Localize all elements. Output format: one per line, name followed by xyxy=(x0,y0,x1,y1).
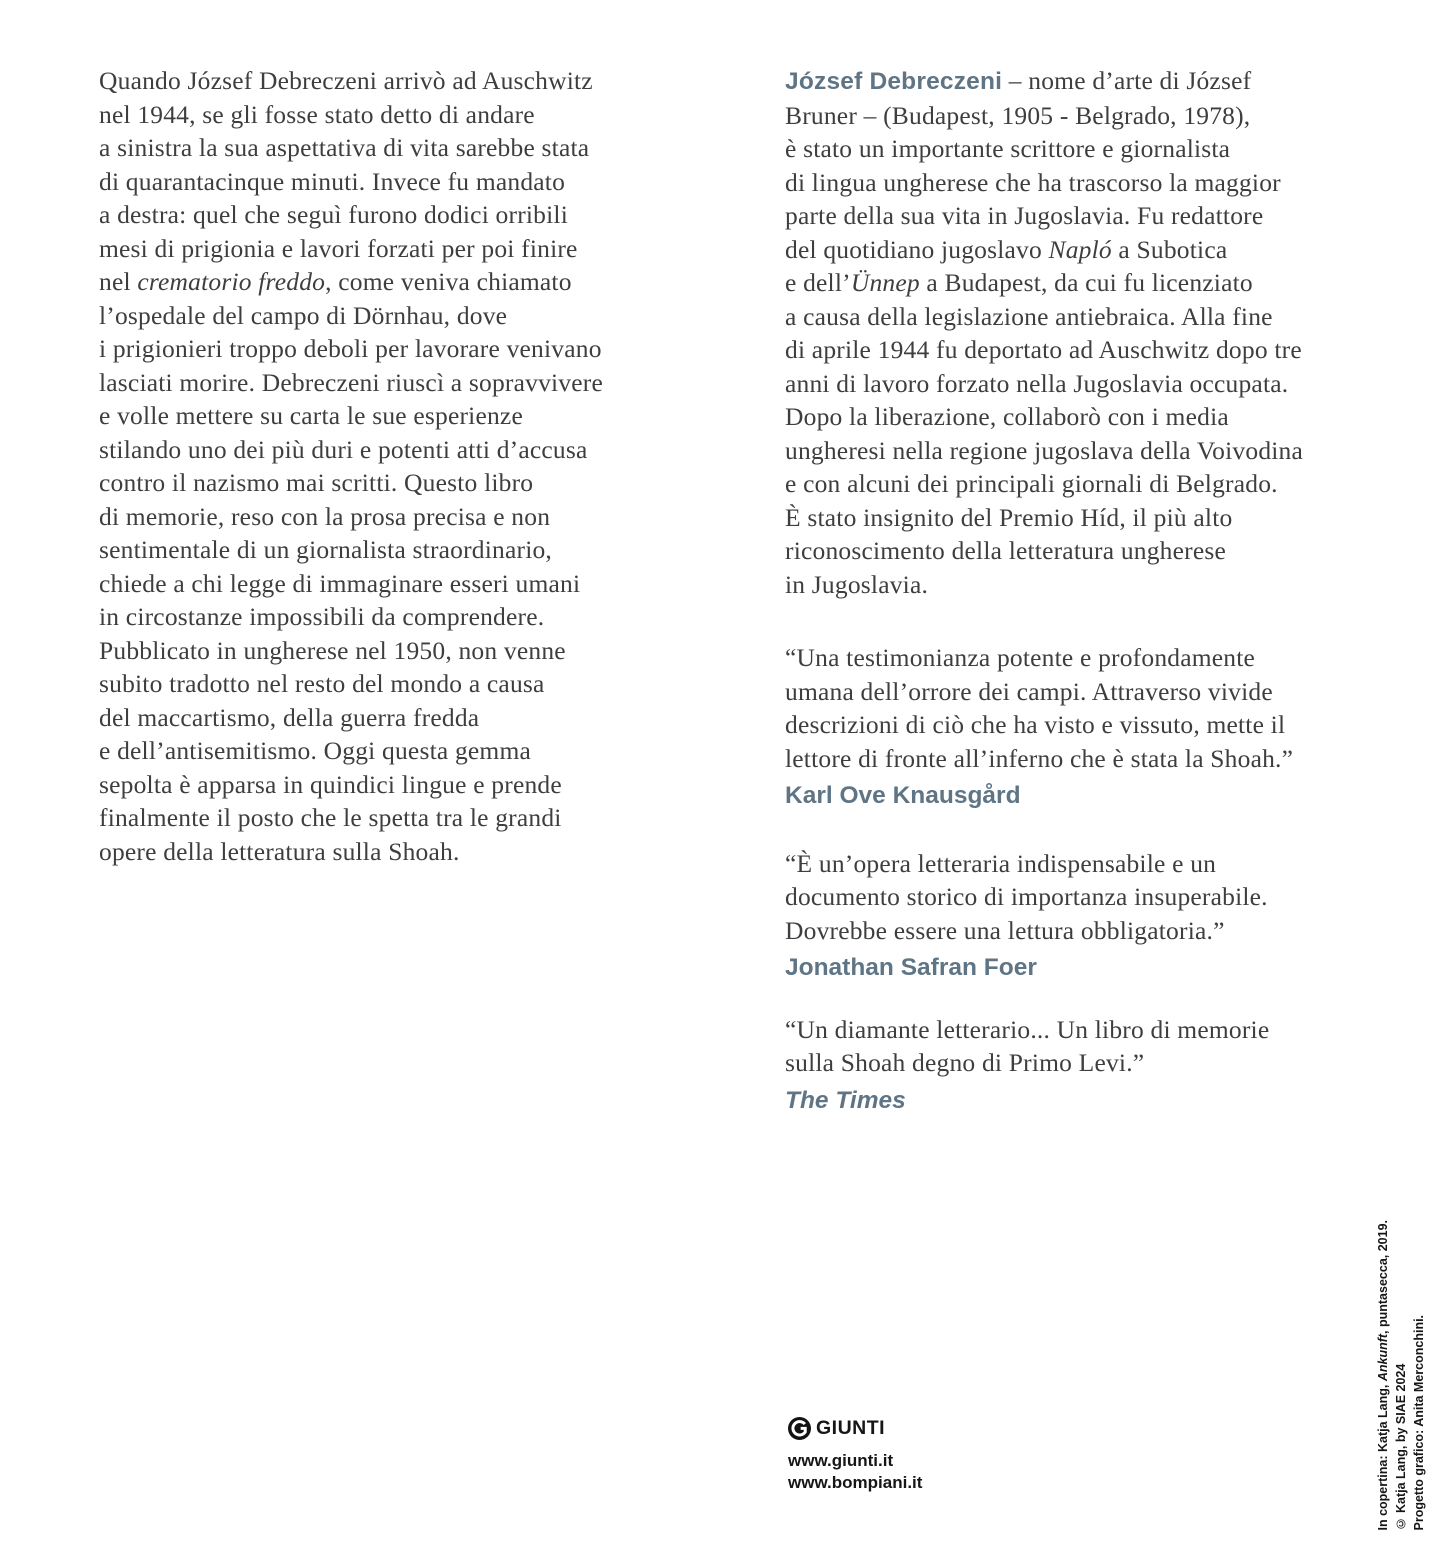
text-line: in Jugoslavia. xyxy=(785,569,929,599)
text-line: descrizioni di ciò che ha visto e vissuto, mette il xyxy=(785,710,1286,739)
text-line: Bruner – (Budapest, 1905 - Belgrado, 1978), xyxy=(785,100,1251,130)
text-line: Dopo la liberazione, collaborò con i media xyxy=(785,402,1229,431)
text-line: di aprile 1944 fu deportato ad Auschwitz dopo tre xyxy=(785,335,1302,364)
text-line: documento storico di importanza insuperabile. xyxy=(785,882,1268,911)
review-attribution: Karl Ove Knausgård xyxy=(785,782,1021,809)
text-line: e dell’antisemitismo. Oggi questa gemma xyxy=(99,736,531,765)
review-attribution: Jonathan Safran Foer xyxy=(785,954,1037,981)
text-line: sentimentale di un giornalista straordinario, xyxy=(99,535,553,564)
text-line: Progetto grafico: Anita Merconchini. xyxy=(1412,1314,1426,1530)
text-line: Quando József Debreczeni arrivò ad Auschwitz xyxy=(99,66,593,95)
giunti-g-icon xyxy=(788,1417,811,1440)
text-line: In copertina: Katja Lang, Ankunft, puntasecca, 2019. xyxy=(1376,1219,1390,1530)
text-line: www.giunti.it xyxy=(788,1451,894,1470)
review-quote-text xyxy=(785,1013,1405,1080)
text-line: opere della letteratura sulla Shoah. xyxy=(99,836,460,866)
publisher-urls xyxy=(788,1450,922,1494)
text-line: a destra: quel che seguì furono dodici orribili xyxy=(99,200,568,229)
text-line: e dell’Ünnep a Budapest, da cui fu licenziato xyxy=(785,268,1253,297)
review-quotes xyxy=(785,641,1405,1117)
text-line: © Katja Lang, by SIAE 2024 xyxy=(1394,1363,1408,1530)
text-line: “Un diamante letterario... Un libro di memorie xyxy=(785,1014,1270,1044)
text-line: Dovrebbe essere una lettura obbligatoria.” xyxy=(785,915,1225,945)
text-line: nel 1944, se gli fosse stato detto di andare xyxy=(99,99,535,129)
text-line: umana dell’orrore dei campi. Attraverso vivide xyxy=(785,676,1273,706)
text-line: e con alcuni dei principali giornali di Belgrado. xyxy=(785,469,1278,498)
text-line: in circostanze impossibili da comprendere. xyxy=(99,602,545,631)
text-line: sulla Shoah degno di Primo Levi.” xyxy=(785,1048,1145,1077)
text-line: “È un’opera letteraria indispensabile e un xyxy=(785,848,1217,878)
text-line: nel crematorio freddo, come veniva chiamato xyxy=(99,267,572,296)
text-line: Pubblicato in ungherese nel 1950, non venne xyxy=(99,635,566,665)
text-line: di lingua ungherese che ha trascorso la maggior xyxy=(785,167,1281,197)
text-line: di memorie, reso con la prosa precisa e non xyxy=(99,501,551,531)
text-line: József Debreczeni – nome d’arte di József xyxy=(785,66,1252,95)
text-line: e volle mettere su carta le sue esperienze xyxy=(99,401,523,430)
review-quote xyxy=(785,641,1405,813)
review-quote xyxy=(785,1013,1405,1118)
text-line: a causa della legislazione antiebraica. Alla fine xyxy=(785,301,1273,331)
text-line: riconoscimento della letteratura ungherese xyxy=(785,536,1227,565)
text-line: sepolta è apparsa in quindici lingue e prende xyxy=(99,769,562,799)
text-line: ungheresi nella regione jugoslava della Voivodina xyxy=(785,435,1304,465)
text-line: anni di lavoro forzato nella Jugoslavia occupata. xyxy=(785,368,1289,398)
text-line: chiede a chi legge di immaginare esseri umani xyxy=(99,568,581,598)
right-column xyxy=(785,64,1405,1117)
text-line: del quotidiano jugoslavo Napló a Subotica xyxy=(785,234,1228,264)
cover-credits xyxy=(1374,1220,1428,1531)
text-line: lettore di fronte all’inferno che è stata la Shoah.” xyxy=(785,743,1294,773)
review-quote xyxy=(785,847,1405,985)
giunti-logo xyxy=(788,1417,922,1440)
text-line: di quarantacinque minuti. Invece fu mandato xyxy=(99,166,566,196)
text-line: i prigionieri troppo deboli per lavorare venivano xyxy=(99,334,602,363)
text-line: l’ospedale del campo di Dörnhau, dove xyxy=(99,300,508,330)
text-line: “Una testimonianza potente e profondamente xyxy=(785,643,1256,672)
text-line: finalmente il posto che le spetta tra le grandi xyxy=(99,803,562,832)
text-line: parte della sua vita in Jugoslavia. Fu redattore xyxy=(785,201,1264,230)
text-line: contro il nazismo mai scritti. Questo libro xyxy=(99,468,534,497)
review-quote-text xyxy=(785,847,1405,948)
publisher-block xyxy=(788,1417,922,1494)
text-line: www.bompiani.it xyxy=(788,1473,923,1492)
text-line: subito tradotto nel resto del mondo a causa xyxy=(99,669,545,698)
text-line: È stato insignito del Premio Híd, il più alto xyxy=(785,502,1233,532)
text-line: a sinistra la sua aspettativa di vita sarebbe stata xyxy=(99,133,590,162)
review-quote-text xyxy=(785,641,1405,775)
text-line: lasciati morire. Debreczeni riuscì a sopravvivere xyxy=(99,367,603,397)
review-attribution: The Times xyxy=(785,1086,906,1114)
author-bio xyxy=(785,64,1405,601)
text-line: stilando uno dei più duri e potenti atti d’accusa xyxy=(99,434,588,464)
publisher-name: GIUNTI xyxy=(816,1417,886,1439)
text-line: del maccartismo, della guerra fredda xyxy=(99,702,480,732)
book-blurb xyxy=(99,64,699,868)
text-line: mesi di prigionia e lavori forzati per poi finire xyxy=(99,233,578,263)
text-line: è stato un importante scrittore e giornalista xyxy=(785,134,1231,163)
